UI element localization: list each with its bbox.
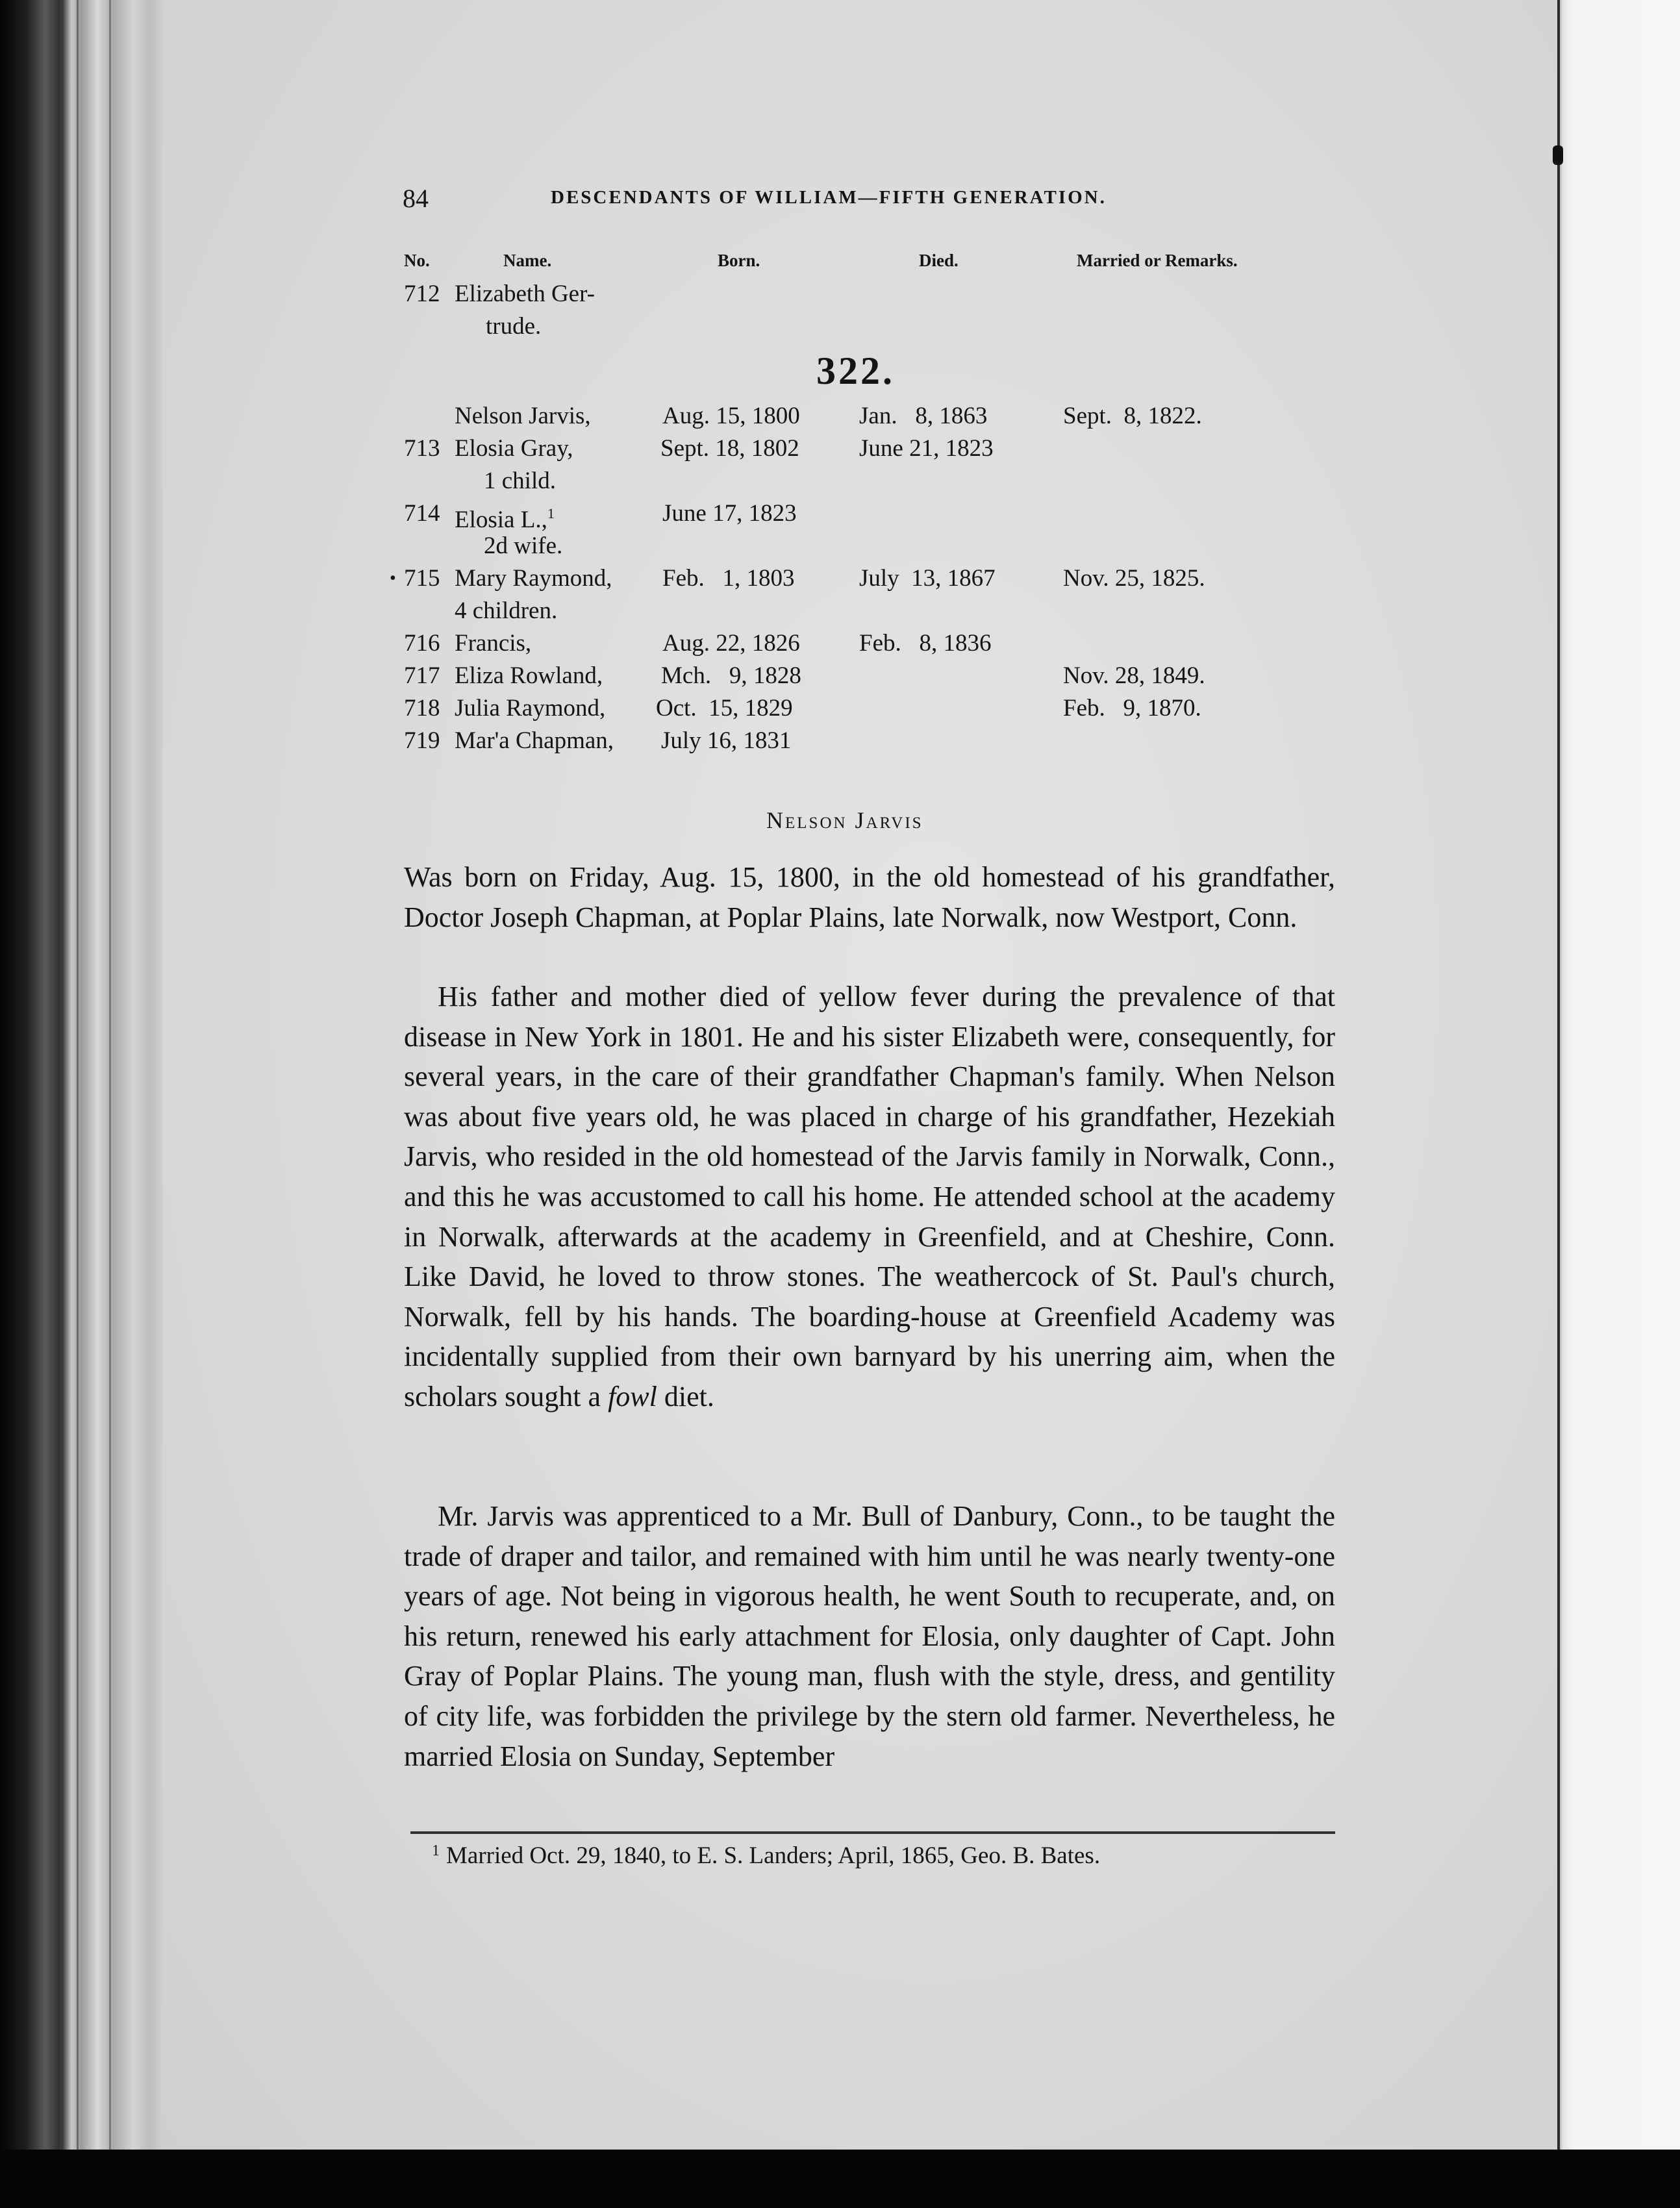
entry-married: Nov. 25, 1825. <box>1063 565 1205 592</box>
entry-born: Aug. 22, 1826 <box>662 630 800 657</box>
entry-number: 718 <box>404 695 440 721</box>
entry-name-continued: trude. <box>486 313 542 340</box>
page-number: 84 <box>403 184 429 213</box>
body-paragraph <box>404 977 1335 1417</box>
entry-number: 715 <box>404 565 440 592</box>
entry-born: June 17, 1823 <box>662 500 797 527</box>
entry-born: July 16, 1831 <box>661 727 792 754</box>
entry-number: 713 <box>404 435 440 462</box>
binding-edge-line <box>109 0 111 2208</box>
column-header-died: Died. <box>919 251 959 270</box>
body-paragraph: Was born on Friday, Aug. 15, 1800, in the old homestead of his grandfather, Doctor Joseph Chapman, at Poplar Plains, late Norwalk, now Westport, Conn. <box>404 861 1335 933</box>
binding-mark <box>1553 145 1563 165</box>
binding-edge-line <box>60 0 62 2208</box>
page-right-margin <box>1559 0 1680 2208</box>
entry-born: Feb. 1, 1803 <box>662 565 795 592</box>
entry-number: 717 <box>404 662 440 689</box>
running-title: DESCENDANTS OF WILLIAM—FIFTH GENERATION. <box>551 187 1107 208</box>
entry-born: Sept. 18, 1802 <box>660 435 799 462</box>
column-header-married: Married or Remarks. <box>1077 251 1238 270</box>
entry-number: 712 <box>404 281 440 307</box>
entry-name: Elosia Gray, <box>455 435 573 462</box>
column-header-name: Name. <box>503 251 552 270</box>
family-section-number: 322. <box>816 349 895 392</box>
biography-heading: Nelson Jarvis <box>766 807 923 833</box>
entry-married: Feb. 9, 1870. <box>1063 695 1201 721</box>
entry-married: Sept. 8, 1822. <box>1063 403 1202 429</box>
margin-dot: • <box>390 568 396 588</box>
italic-word: fowl <box>608 1380 657 1412</box>
entry-name-text: Elosia L., <box>455 507 547 533</box>
scan-bottom-border <box>0 2150 1680 2208</box>
entry-note: 4 children. <box>455 597 558 624</box>
binding-edge-line <box>77 0 79 2208</box>
entry-name: Elizabeth Ger- <box>455 281 596 307</box>
footnote-mark: 1 <box>547 505 555 521</box>
page-right-border <box>1557 0 1560 2150</box>
entry-died: July 13, 1867 <box>859 565 996 592</box>
entry-died: Feb. 8, 1836 <box>859 630 992 657</box>
entry-married: Nov. 28, 1849. <box>1063 662 1205 689</box>
entry-name: Nelson Jarvis, <box>455 403 591 429</box>
footnote-text: Married Oct. 29, 1840, to E. S. Landers; April, 1865, Geo. B. Bates. <box>446 1842 1101 1869</box>
entry-note: 1 child. <box>484 468 556 494</box>
entry-name: Eliza Rowland, <box>455 662 603 689</box>
entry-died: June 21, 1823 <box>859 435 994 462</box>
body-paragraph: Mr. Jarvis was apprenticed to a Mr. Bull of Danbury, Conn., to be taught the trade of draper and tailor, and remained with him until he was nearly twenty-one years of age. Not being in vigorous health, he went South to recuperate, and, on his return, renewed his early attachment for Elosia, only daughter of Capt. John Gray of Poplar Plains. The young man, flush with the style, dress, and gentility of city life, was forbidden the privilege by the stern old farmer. Nevertheless, he married Elosia on Sunday, September <box>404 1500 1335 1772</box>
footnote-number: 1 <box>432 1842 440 1859</box>
entry-born: Oct. 15, 1829 <box>656 695 793 721</box>
entry-name: Mar'a Chapman, <box>455 727 614 754</box>
entry-number: 714 <box>404 500 440 527</box>
entry-name: Francis, <box>455 630 532 657</box>
book-binding-left <box>0 0 162 2208</box>
entry-born: Mch. 9, 1828 <box>661 662 801 689</box>
entry-number: 719 <box>404 727 440 754</box>
entry-name: Julia Raymond, <box>455 695 606 721</box>
paragraph-text: His father and mother died of yellow fever during the prevalence of that disease in New York in 1801. He and his sister Elizabeth were, consequently, for several years, in the care of their grandfather Chapman's family. When Nelson was about five years old, he was placed in charge of his grandfather, Hezekiah Jarvis, who resided in the old homestead of the Jarvis family in Norwalk, Conn., and this he was accustomed to call his home. He attended school at the academy in Norwalk, afterwards at the academy in Greenfield, and at Cheshire, Conn. Like David, he loved to throw stones. The weathercock of St. Paul's church, Norwalk, fell by his hands. The boarding-house at Greenfield Academy was incidentally supplied from their own barnyard by his unerring aim, when the scholars sought a <box>404 981 1335 1412</box>
entry-born: Aug. 15, 1800 <box>662 403 800 429</box>
entry-number: 716 <box>404 630 440 657</box>
column-header-no: No. <box>404 251 430 270</box>
footnote-rule <box>410 1831 1335 1834</box>
entry-name: Mary Raymond, <box>455 565 612 592</box>
footnote <box>432 1842 1100 1870</box>
paragraph-text: diet. <box>664 1380 714 1412</box>
entry-note: 2d wife. <box>484 533 563 559</box>
column-header-born: Born. <box>718 251 760 270</box>
entry-died: Jan. 8, 1863 <box>859 403 988 429</box>
